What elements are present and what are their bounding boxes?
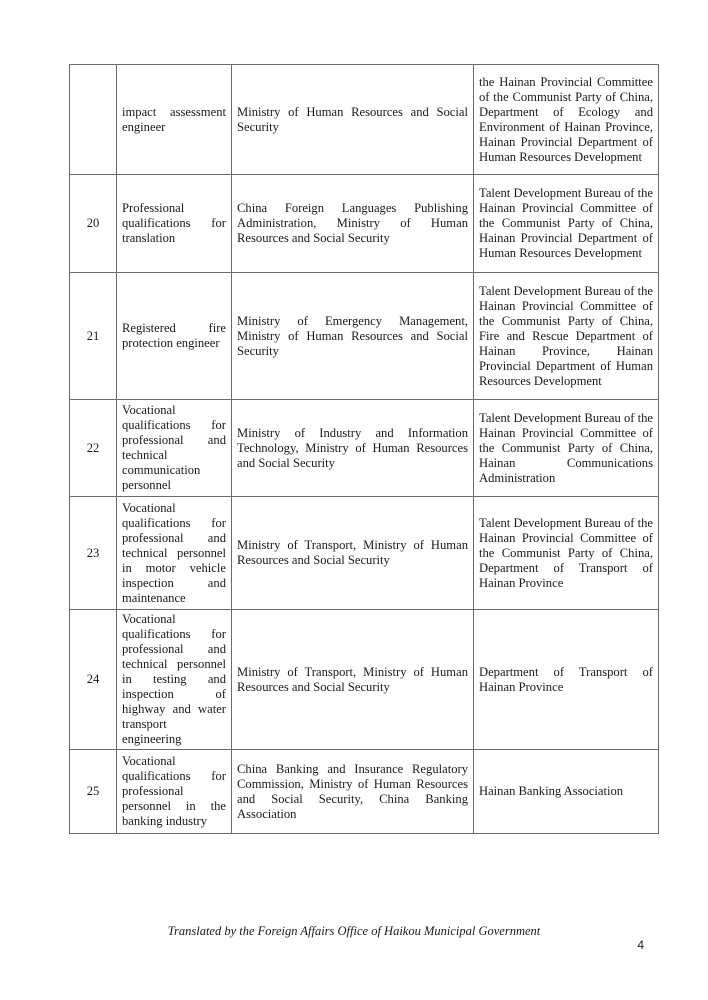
responsible-ministry: Ministry of Human Resources and Social Security bbox=[232, 65, 474, 175]
row-number: 23 bbox=[70, 497, 117, 610]
row-number: 24 bbox=[70, 610, 117, 750]
table-row bbox=[70, 497, 659, 610]
row-number: 22 bbox=[70, 400, 117, 497]
table-row bbox=[70, 273, 659, 400]
responsible-ministry: China Banking and Insurance Regulatory Commission, Ministry of Human Resources and Social Security, China Banking Association bbox=[232, 750, 474, 834]
local-organization: Talent Development Bureau of the Hainan Provincial Committee of the Communist Party of China, Fire and Rescue Department of Hainan Province, Hainan Provincial Department of Human Resources Development bbox=[474, 273, 659, 400]
qualification-name: Vocational qualifications for professional personnel in the banking industry bbox=[117, 750, 232, 834]
translator-note: Translated by the Foreign Affairs Office of Haikou Municipal Government bbox=[167, 924, 541, 938]
table-row bbox=[70, 610, 659, 750]
table-row bbox=[70, 400, 659, 497]
page-number: 4 bbox=[637, 938, 644, 952]
responsible-ministry: Ministry of Emergency Management, Ministry of Human Resources and Social Security bbox=[232, 273, 474, 400]
qualification-name: Registered fire protection engineer bbox=[117, 273, 232, 400]
qualifications-table bbox=[69, 64, 659, 834]
qualification-name: Vocational qualifications for professional and technical communication personnel bbox=[117, 400, 232, 497]
qualification-name: impact assessment engineer bbox=[117, 65, 232, 175]
local-organization: Department of Transport of Hainan Province bbox=[474, 610, 659, 750]
row-number bbox=[70, 65, 117, 175]
responsible-ministry: China Foreign Languages Publishing Administration, Ministry of Human Resources and Social Security bbox=[232, 175, 474, 273]
responsible-ministry: Ministry of Industry and Information Technology, Ministry of Human Resources and Social Security bbox=[232, 400, 474, 497]
qualification-name: Vocational qualifications for professional and technical personnel in testing and inspection of highway and water transport engineering bbox=[117, 610, 232, 750]
local-organization: Talent Development Bureau of the Hainan Provincial Committee of the Communist Party of China, Department of Transport of Hainan Province bbox=[474, 497, 659, 610]
row-number: 20 bbox=[70, 175, 117, 273]
qualification-name: Professional qualifications for translation bbox=[117, 175, 232, 273]
table-row bbox=[70, 175, 659, 273]
local-organization: Talent Development Bureau of the Hainan Provincial Committee of the Communist Party of China, Hainan Communications Administration bbox=[474, 400, 659, 497]
table-row bbox=[70, 65, 659, 175]
responsible-ministry: Ministry of Transport, Ministry of Human Resources and Social Security bbox=[232, 497, 474, 610]
row-number: 25 bbox=[70, 750, 117, 834]
row-number: 21 bbox=[70, 273, 117, 400]
local-organization: Hainan Banking Association bbox=[474, 750, 659, 834]
qualification-name: Vocational qualifications for professional and technical personnel in motor vehicle inspection and maintenance bbox=[117, 497, 232, 610]
local-organization: Talent Development Bureau of the Hainan Provincial Committee of the Communist Party of China, Hainan Provincial Department of Human Resources Development bbox=[474, 175, 659, 273]
table-row bbox=[70, 750, 659, 834]
local-organization: the Hainan Provincial Committee of the Communist Party of China, Department of Ecology and Environment of Hainan Province, Hainan Provincial Department of Human Resources Development bbox=[474, 65, 659, 175]
responsible-ministry: Ministry of Transport, Ministry of Human Resources and Social Security bbox=[232, 610, 474, 750]
